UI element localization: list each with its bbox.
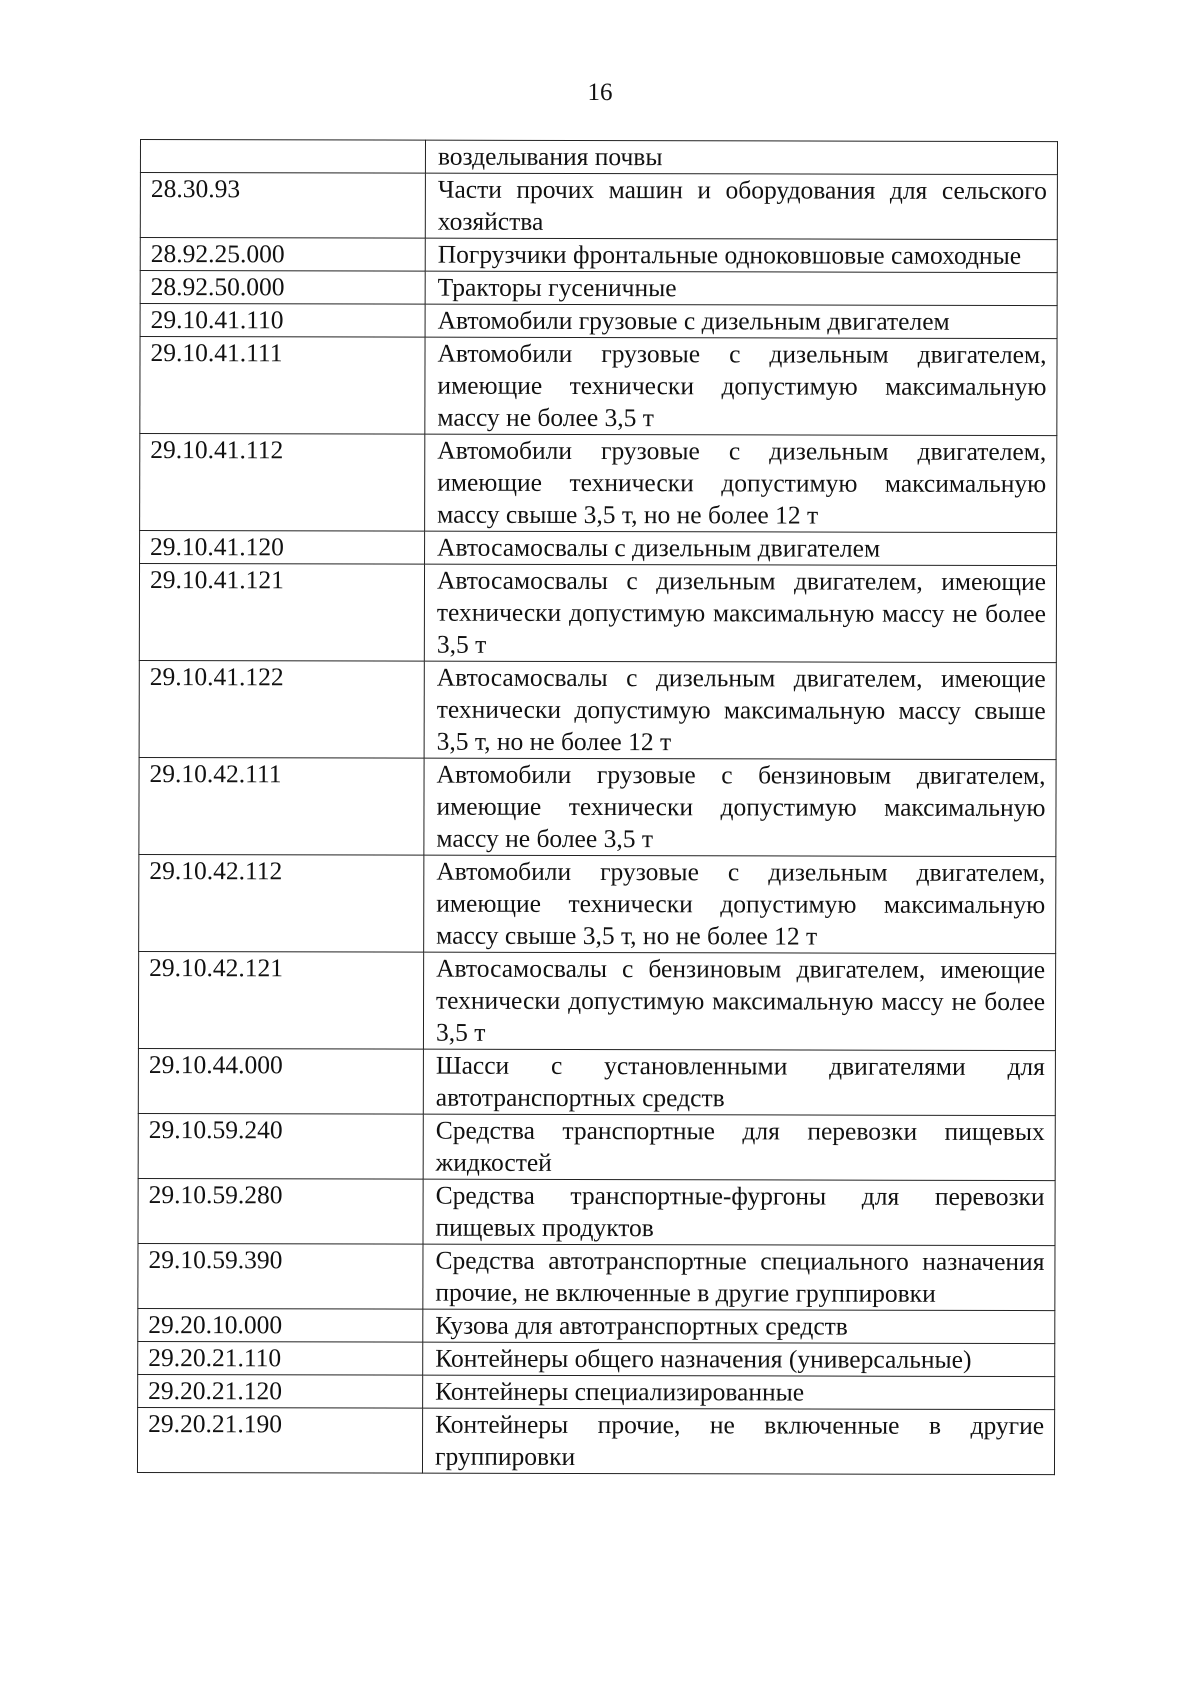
code-cell (140, 140, 425, 174)
code-cell: 29.20.21.120 (138, 1374, 423, 1408)
table-row (140, 531, 1057, 566)
code-cell: 29.10.59.240 (138, 1113, 423, 1179)
table-row (140, 173, 1057, 240)
table-body (137, 140, 1057, 1475)
table-row (139, 564, 1056, 663)
table-row (140, 238, 1057, 273)
table-row (140, 271, 1057, 306)
code-cell: 28.30.93 (140, 173, 425, 239)
table-row (137, 1407, 1054, 1474)
code-cell: 29.10.41.112 (140, 434, 425, 532)
table-row (138, 1243, 1055, 1310)
code-cell: 28.92.25.000 (140, 238, 425, 272)
code-cell: 29.10.41.121 (139, 564, 424, 662)
description-cell: Средства транспортные-фургоны для перевозки пищевых продуктов (423, 1179, 1055, 1245)
table-row (138, 1048, 1055, 1115)
description-cell: Автомобили грузовые с дизельным двигателем, имеющие технически допустимую максимальную массу свыше 3,5 т, но не более 12 т (424, 855, 1056, 953)
code-cell: 29.10.44.000 (138, 1048, 423, 1114)
description-cell: Автосамосвалы с бензиновым двигателем, имеющие технически допустимую максимальную массу не более 3,5 т (423, 952, 1055, 1050)
description-cell: Автомобили грузовые с дизельным двигателем, имеющие технически допустимую максимальную массу не более 3,5 т (425, 337, 1057, 435)
table-row (140, 337, 1057, 436)
table-row (139, 854, 1056, 953)
table-row (140, 140, 1057, 175)
table-row (140, 434, 1057, 533)
description-cell: Погрузчики фронтальные одноковшовые самоходные (425, 238, 1057, 272)
page-number: 16 (587, 79, 613, 106)
description-cell: Тракторы гусеничные (425, 271, 1057, 305)
description-cell: Автомобили грузовые с дизельным двигателем (425, 304, 1057, 338)
table-row (139, 660, 1056, 759)
table-row (138, 1308, 1055, 1343)
code-cell: 29.20.21.110 (138, 1341, 423, 1375)
description-cell: Кузова для автотранспортных средств (423, 1309, 1055, 1343)
description-cell: Автосамосвалы с дизельным двигателем, имеющие технически допустимую максимальную массу не более 3,5 т (424, 564, 1056, 662)
table-row (139, 757, 1056, 856)
code-cell: 29.10.59.280 (138, 1178, 423, 1244)
table-row (138, 1341, 1055, 1376)
code-cell: 29.10.42.121 (138, 951, 423, 1049)
description-cell: Контейнеры прочие, не включенные в другие группировки (422, 1408, 1054, 1474)
code-cell: 29.10.59.390 (138, 1243, 423, 1309)
classification-table (137, 139, 1058, 1475)
description-cell: Средства транспортные для перевозки пищевых жидкостей (423, 1114, 1055, 1180)
code-cell: 28.92.50.000 (140, 271, 425, 305)
code-cell: 29.10.41.110 (140, 304, 425, 338)
description-cell: Автосамосвалы с дизельным двигателем, имеющие технически допустимую максимальную массу свыше 3,5 т, но не более 12 т (424, 661, 1056, 759)
table-row (138, 1374, 1055, 1409)
code-cell: 29.10.42.111 (139, 757, 424, 855)
table-row (138, 1113, 1055, 1180)
table-row (138, 951, 1055, 1050)
description-cell: Автомобили грузовые с дизельным двигателем, имеющие технически допустимую максимальную массу свыше 3,5 т, но не более 12 т (425, 434, 1057, 532)
table-row (140, 304, 1057, 339)
description-cell: Контейнеры общего назначения (универсальные) (423, 1342, 1055, 1376)
code-cell: 29.10.41.122 (139, 660, 424, 758)
code-cell: 29.20.10.000 (138, 1308, 423, 1342)
code-cell: 29.10.41.111 (140, 337, 425, 435)
table-row (138, 1178, 1055, 1245)
code-cell: 29.10.42.112 (139, 854, 424, 952)
description-cell: Части прочих машин и оборудования для сельского хозяйства (425, 173, 1057, 239)
description-cell: Средства автотранспортные специального назначения прочие, не включенные в другие группировки (423, 1244, 1055, 1310)
description-cell: возделывания почвы (425, 140, 1057, 174)
description-cell: Автомобили грузовые с бензиновым двигателем, имеющие технически допустимую максимальную массу не более 3,5 т (424, 758, 1056, 856)
description-cell: Автосамосвалы с дизельным двигателем (425, 531, 1057, 565)
code-cell: 29.20.21.190 (137, 1407, 422, 1473)
description-cell: Контейнеры специализированные (423, 1375, 1055, 1409)
description-cell: Шасси с установленными двигателями для автотранспортных средств (423, 1049, 1055, 1115)
code-cell: 29.10.41.120 (140, 531, 425, 565)
